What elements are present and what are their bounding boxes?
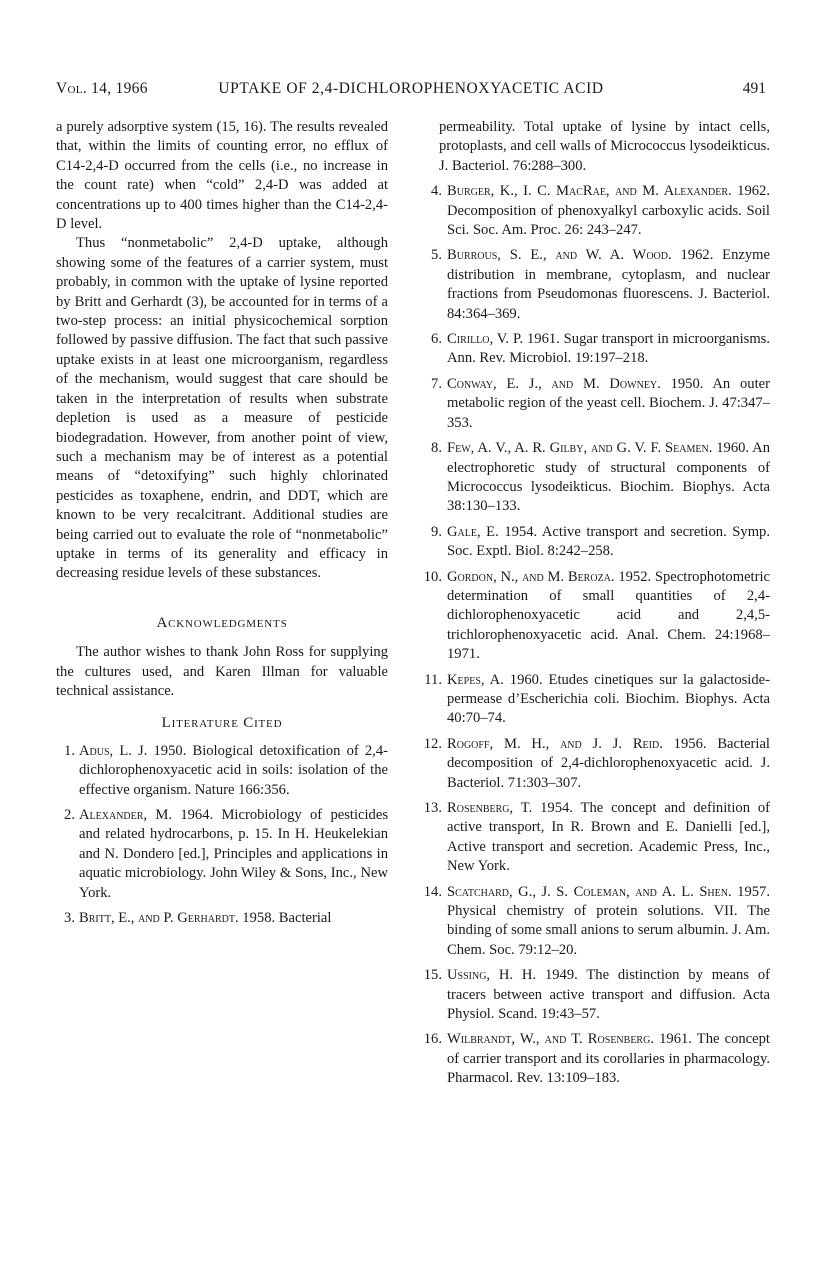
reference-authors: Rogoff, M. H., and J. J. Reid.: [447, 735, 663, 752]
reference-text: 1950. An outer metabolic region of the yeast cell. Biochem. J. 47:347–353.: [447, 375, 770, 431]
reference-item: [56, 742, 388, 800]
right-column: [416, 118, 770, 1095]
reference-number: 6.: [431, 331, 442, 348]
reference-text: 1949. The distinction by means of tracers between active transport and diffusion. Acta Physiol. Scand. 19:43–57.: [447, 967, 770, 1023]
reference-number: 4.: [431, 183, 442, 200]
page-number: 491: [742, 80, 766, 97]
reference-item: [416, 671, 770, 729]
reference-number: 2.: [64, 807, 75, 823]
reference-number: 1.: [64, 742, 75, 759]
running-title: UPTAKE OF 2,4-DICHLOROPHENOXYACETIC ACID: [218, 80, 604, 97]
reference-item: [416, 568, 770, 665]
reference-authors: Adus, L. J.: [79, 742, 148, 759]
reference-item: [416, 182, 770, 240]
reference-text: 1961. Sugar transport in microorganisms. Ann. Rev. Microbiol. 19:197–218.: [447, 331, 770, 367]
reference-text: 1961. The concept of carrier transport and its corollaries in pharmacology. Pharmacol. Rev. 13:109–183.: [447, 1031, 770, 1087]
reference-text: 1950. Biological detoxification of 2,4-dichlorophenoxyacetic acid in soils: isolation of the effective organism. Nature 166:356.: [79, 742, 388, 798]
reference-item: [416, 523, 770, 562]
reference-authors: Rosenberg, T.: [447, 800, 533, 816]
running-header: [56, 80, 766, 102]
acknowledgments-heading: Acknowledgments: [156, 614, 288, 631]
reference-text: 1962. Enzyme distribution in membrane, cytoplasm, and nuclear fractions from Pseudomonas fluorescens. J. Bacteriol. 84:364–369.: [447, 247, 770, 322]
reference-item: [56, 806, 388, 903]
reference-item: [416, 799, 770, 877]
reference-item: [416, 1030, 770, 1088]
reference-number: 13.: [423, 800, 442, 816]
reference-authors: Burger, K., I. C. MacRae, and M. Alexander.: [447, 183, 732, 200]
reference-number: 16.: [423, 1031, 442, 1048]
body-paragraph-2: Thus “nonmetabolic” 2,4-D uptake, although showing some of the features of a carrier system, must probably, in common with the uptake of lysine reported by Britt and Gerhardt (3), be accounted for in terms of a two-step process: an initial physicochemical sorption followed by passive diffusion. The fact that such passive uptake exists in at least one microorganism, regardless of the mechanism, would suggest that care should be taken in the interpretation of results when substrate depletion is used as a measure of pesticide biodegradation. However, from another point of view, such a mechanism may be of interest as a potential means of “detoxifying” such highly chlorinated pesticides as toxaphene, endrin, and DDT, which are known to be very recalcitrant. Additional studies are being carried out to evaluate the role of “nonmetabolic” uptake in terms of its generality and efficacy in decreasing residue levels of these substances.: [56, 235, 388, 582]
reference-text: 1958. Bacterial: [242, 910, 332, 927]
reference-continuation: permeability. Total uptake of lysine by intact cells, protoplasts, and cell walls of Micrococcus lysodeikticus. J. Bacteriol. 76:288–300.: [439, 119, 770, 174]
reference-number: 7.: [431, 375, 442, 392]
reference-authors: Cirillo, V. P.: [447, 331, 524, 348]
reference-authors: Britt, E., and P. Gerhardt.: [79, 910, 239, 927]
reference-item: [416, 246, 770, 324]
reference-authors: Gordon, N., and M. Beroza.: [447, 568, 615, 585]
reference-authors: Alexander, M.: [79, 807, 172, 823]
reference-authors: Wilbrandt, W., and T. Rosenberg.: [447, 1031, 654, 1048]
reference-text: 1960. Etudes cinetiques sur la galactoside-permease d’Escherichia coli. Biochim. Biophys. Acta 40:70–74.: [447, 671, 771, 727]
reference-text: 1952. Spectrophotometric determination of small quantities of 2,4-dichlorophenoxyacetic acid and 2,4,5-trichlorophenoxyacetic acid. Anal. Chem. 24:1968–1971.: [447, 568, 770, 663]
reference-authors: Ussing, H. H.: [447, 967, 537, 984]
reference-authors: Burrous, S. E., and W. A. Wood.: [447, 247, 672, 264]
reference-authors: Conway, E. J., and M. Downey.: [447, 375, 661, 392]
reference-item: [56, 909, 388, 928]
reference-text: 1954. The concept and definition of active transport, In R. Brown and E. Danielli [ed.], Active transport and secretion. Academic Press, Inc., New York.: [447, 800, 770, 875]
reference-number: 15.: [423, 967, 442, 984]
reference-number: 11.: [424, 671, 442, 688]
reference-number: 12.: [423, 735, 442, 752]
reference-text: 1964. Microbiology of pesticides and related hydrocarbons, p. 15. In H. Heukelekian and N. Dondero [ed.], Principles and applications in aquatic microbiology. John Wiley & Sons, Inc., New York.: [79, 807, 389, 901]
reference-text: 1956. Bacterial decomposition of 2,4-dichlorophenoxyacetic acid. J. Bacteriol. 71:303–307.: [447, 735, 770, 791]
reference-item: [416, 439, 770, 517]
reference-number: 10.: [423, 568, 442, 585]
reference-authors: Gale, E.: [447, 523, 499, 540]
reference-text: 1957. Physical chemistry of protein solutions. VII. The binding of some small anions to serum albumin. J. Am. Chem. Soc. 79:12–20.: [447, 883, 770, 958]
volume-label: Vol. 14, 1966: [56, 80, 148, 97]
reference-number: 8.: [431, 440, 442, 457]
reference-item: [416, 330, 770, 369]
reference-authors: Kepes, A.: [447, 671, 504, 688]
acknowledgments-text: The author wishes to thank John Ross for supplying the cultures used, and Karen Illman for valuable technical assistance.: [56, 644, 388, 699]
reference-item: [416, 883, 770, 961]
reference-text: 1960. An electrophoretic study of structural components of Micrococcus lysodeikticus. Biochim. Biophys. Acta 38:130–133.: [447, 440, 770, 515]
reference-authors: Scatchard, G., J. S. Coleman, and A. L. Shen.: [447, 883, 732, 900]
reference-number: 3.: [64, 910, 75, 927]
reference-authors: Few, A. V., A. R. Gilby, and G. V. F. Seamen.: [447, 440, 713, 457]
reference-item: [416, 966, 770, 1024]
reference-item: [416, 735, 770, 793]
left-column: [56, 118, 388, 934]
reference-number: 9.: [431, 523, 442, 540]
reference-number: 14.: [423, 883, 442, 900]
body-paragraph-1: a purely adsorptive system (15, 16). The results revealed that, within the limits of counting error, no efflux of C14-2,4-D occurred from the cells (i.e., no increase in the count rate) when “cold” 2,4-D was added at concentrations up to 400 times higher than the C14-2,4-D level.: [56, 119, 388, 233]
reference-number: 5.: [431, 247, 442, 264]
reference-item: [416, 375, 770, 433]
reference-text: 1962. Decomposition of phenoxyalkyl carboxylic acids. Soil Sci. Soc. Am. Proc. 26: 243–247.: [447, 183, 770, 239]
literature-heading: Literature Cited: [161, 715, 283, 732]
reference-text: 1954. Active transport and secretion. Symp. Soc. Exptl. Biol. 8:242–258.: [447, 523, 770, 560]
